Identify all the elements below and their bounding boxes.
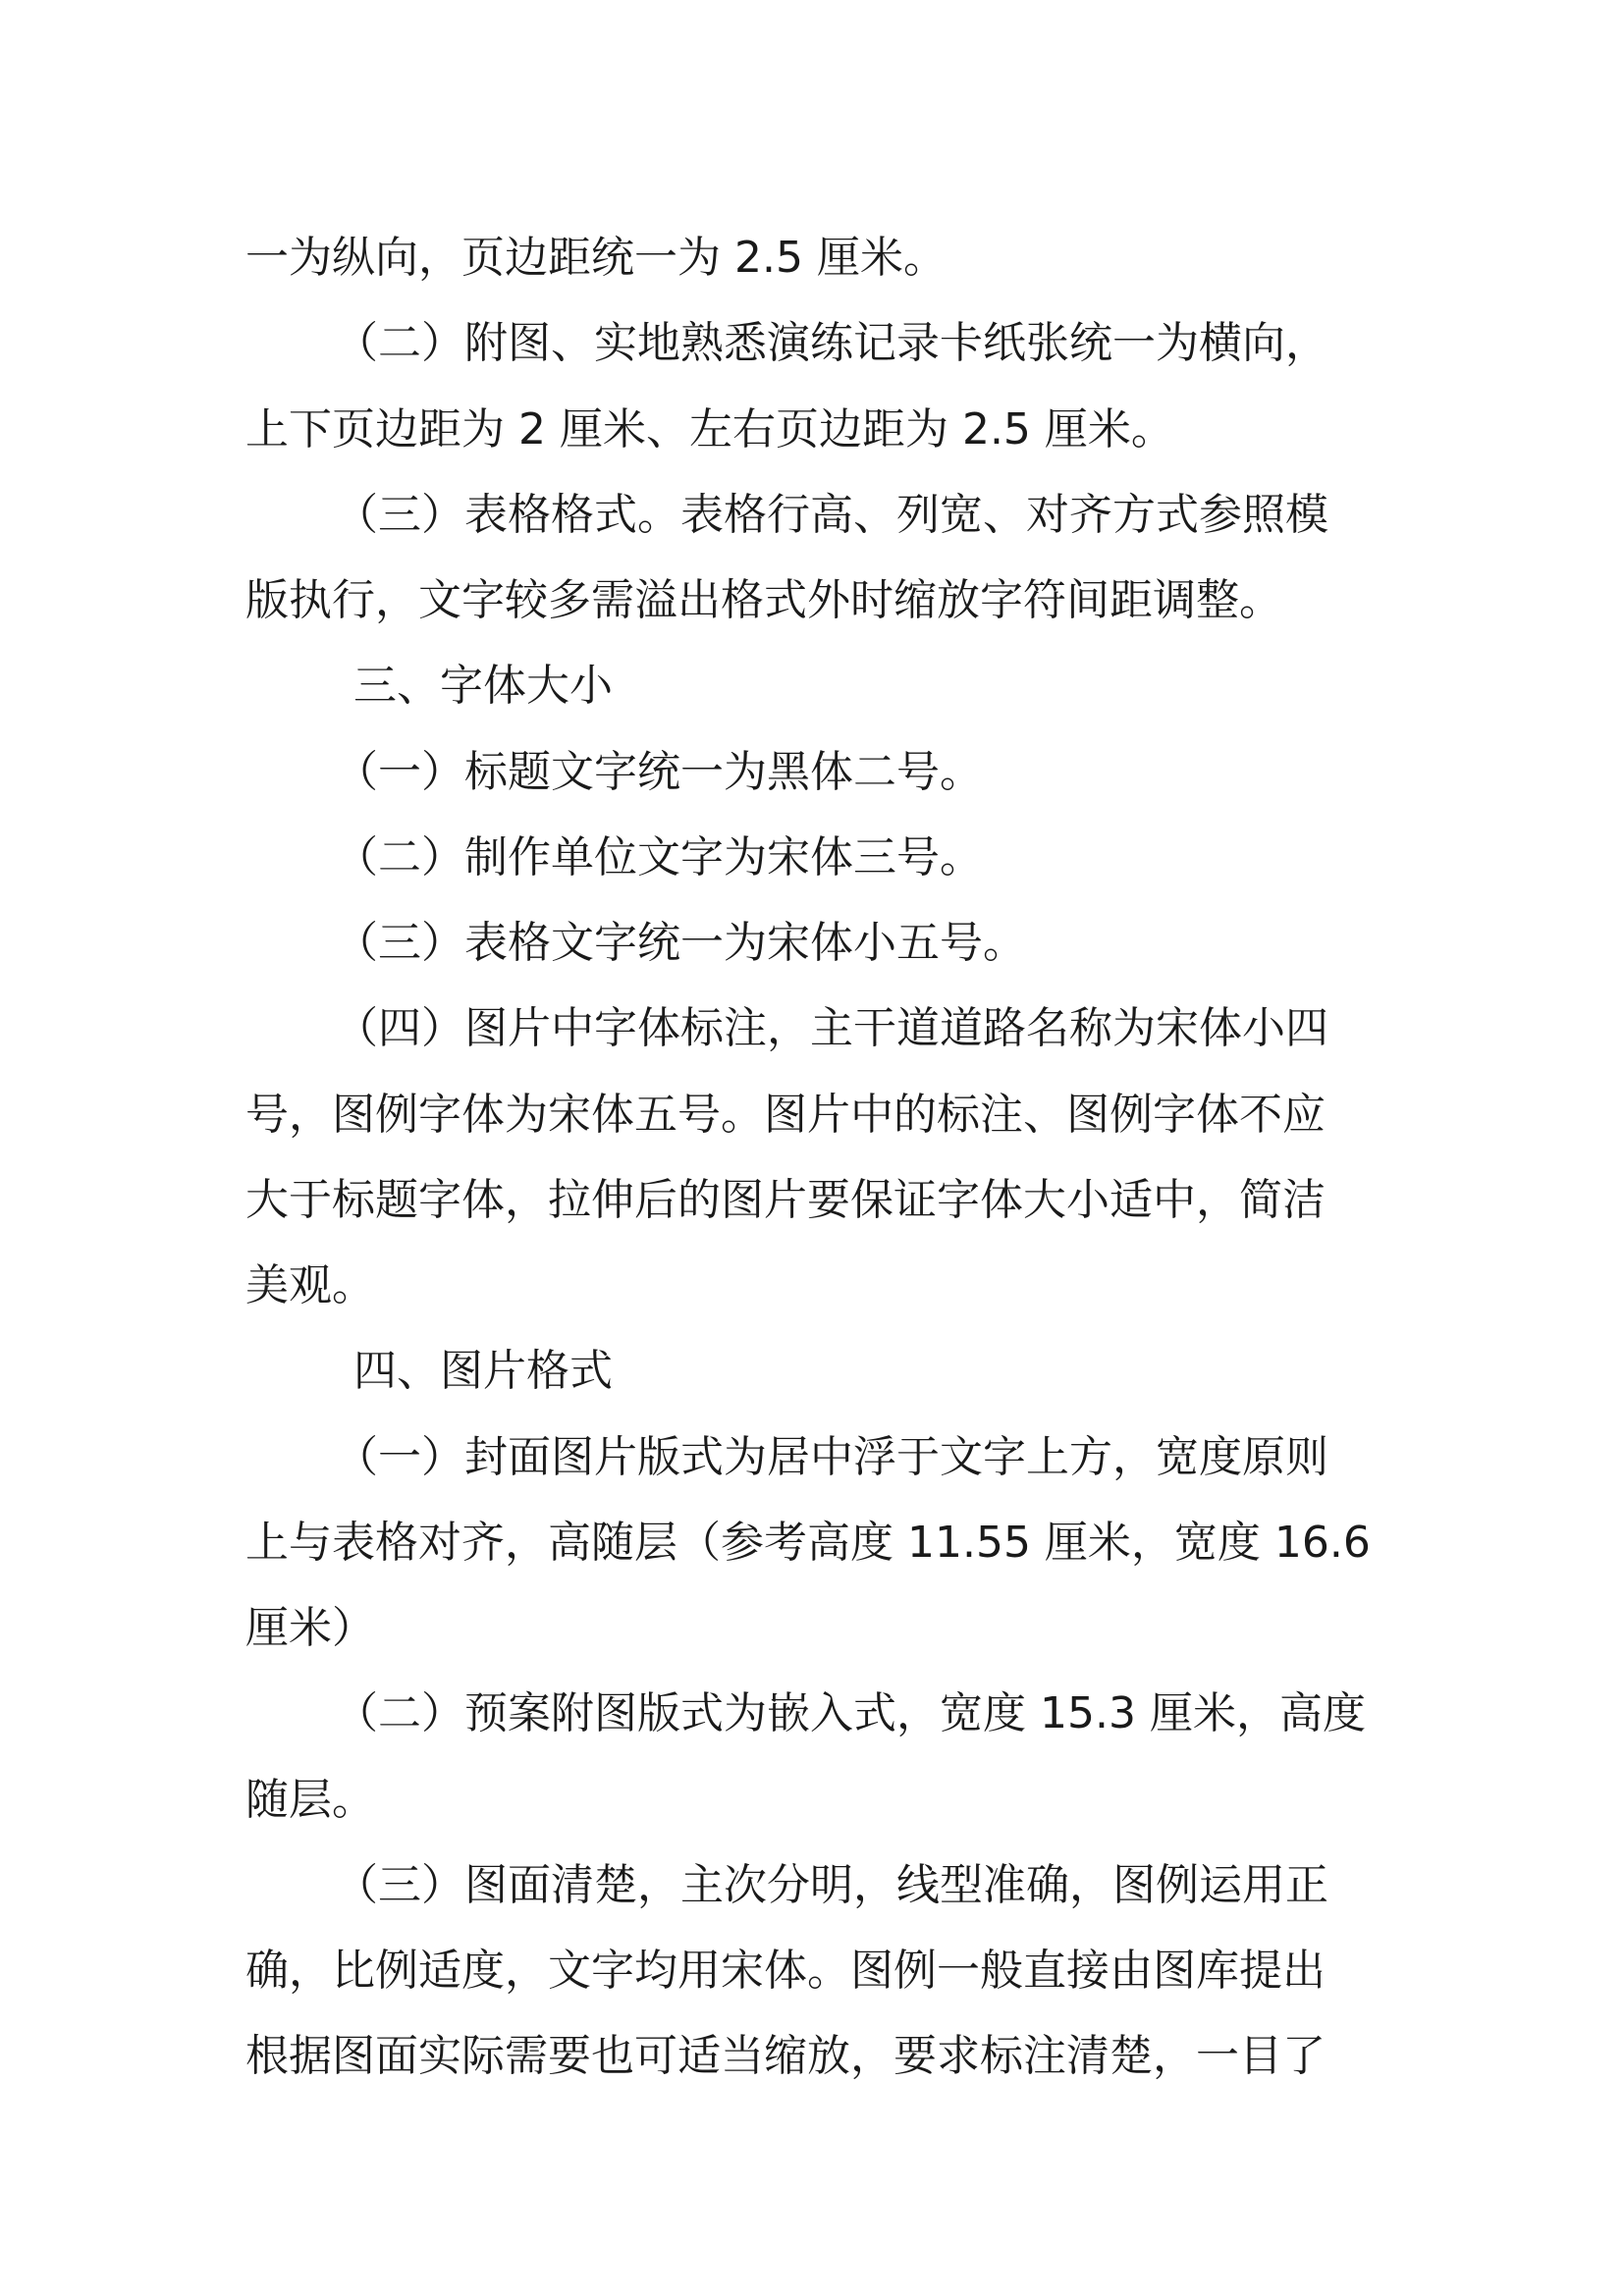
body-text-line: 美观。 [245, 1260, 375, 1310]
body-text-line: 厘米） [245, 1603, 375, 1653]
section-heading: 三、字体大小 [353, 661, 613, 711]
body-text-line: （三）图面清楚，主次分明，线型准确，图例运用正 [335, 1860, 1328, 1910]
body-text-line: 上与表格对齐，高随层（参考高度 11.55 厘米，宽度 16.6 [245, 1518, 1371, 1568]
body-text-line: （二）预案附图版式为嵌入式，宽度 15.3 厘米，高度 [335, 1688, 1366, 1738]
body-text-line: 版执行，文字较多需溢出格式外时缩放字符间距调整。 [245, 575, 1282, 625]
body-text-line: 确，比例适度，文字均用宋体。图例一般直接由图库提出 [245, 1946, 1326, 1996]
body-text-line: （三）表格文字统一为宋体小五号。 [335, 918, 1026, 968]
body-text-line: 号，图例字体为宋体五号。图片中的标注、图例字体不应 [245, 1090, 1326, 1140]
body-text-line: （二）附图、实地熟悉演练记录卡纸张统一为横向， [335, 318, 1328, 368]
body-text-line: （一）标题文字统一为黑体二号。 [335, 747, 983, 797]
section-heading: 四、图片格式 [353, 1346, 613, 1396]
body-text-line: （四）图片中字体标注，主干道道路名称为宋体小四 [335, 1003, 1328, 1053]
body-text-line: 上下页边距为 2 厘米、左右页边距为 2.5 厘米。 [245, 404, 1174, 454]
body-text-line: 随层。 [245, 1775, 375, 1825]
body-text-line: 根据图面实际需要也可适当缩放，要求标注清楚，一目了 [245, 2031, 1326, 2081]
body-text-line: （二）制作单位文字为宋体三号。 [335, 832, 983, 882]
body-text-line: 一为纵向，页边距统一为 2.5 厘米。 [245, 233, 947, 283]
body-text-line: 大于标题字体，拉伸后的图片要保证字体大小适中，简洁 [245, 1175, 1326, 1225]
body-text-line: （三）表格格式。表格行高、列宽、对齐方式参照模 [335, 490, 1328, 540]
body-text-line: （一）封面图片版式为居中浮于文字上方，宽度原则 [335, 1432, 1328, 1482]
